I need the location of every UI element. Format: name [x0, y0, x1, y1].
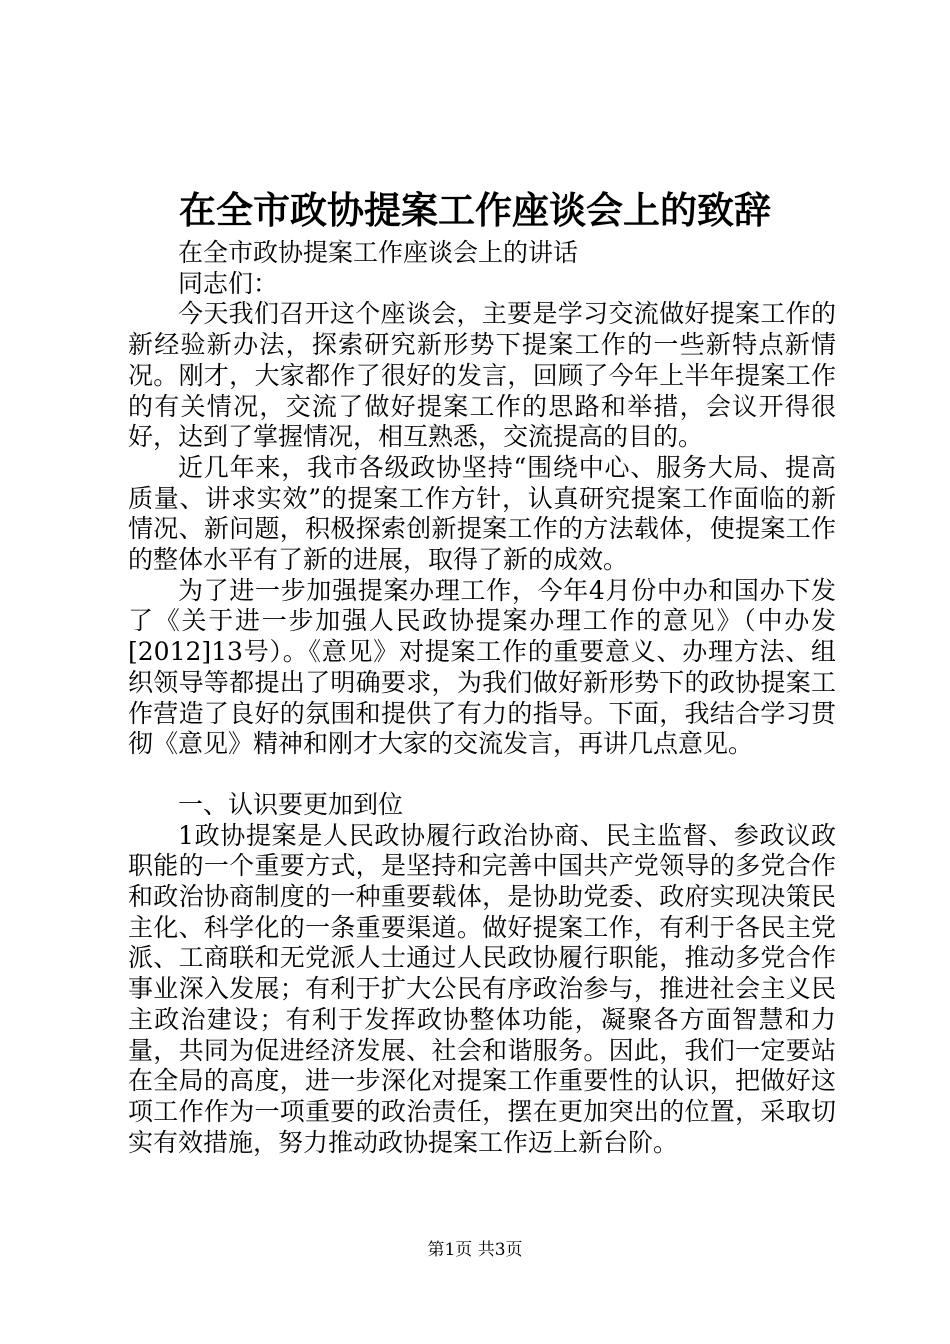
section-paragraph-1: 1政协提案是人民政协履行政治协商、民主监督、参政议政职能的一个重要方式，是坚持和完善中国共产党领导的多党合作和政治协商制度的一种重要载体，是协助党委、政府实现决策民主化、科学化的一条重要渠道。做好提案工作，有利于各民主党派、工商联和无党派人士通过人民政协履行职能，推动多党合作事业深入发展；有利于扩大公民有序政治参与，推进社会主义民主政治建设；有利于发挥政协整体功能，凝聚各方面智慧和力量，共同为促进经济发展、社会和谐服务。因此，我们一定要站在全局的高度，进一步深化对提案工作重要性的认识，把做好这项工作作为一项重要的政治责任，摆在更加突出的位置，采取切实有效措施，努力推动政协提案工作迈上新台阶。	[128, 820, 836, 1157]
salutation: 同志们：	[178, 268, 279, 298]
document-title: 在全市政协提案工作座谈会上的致辞	[179, 188, 771, 232]
page-indicator: 第1页 共3页	[427, 1240, 523, 1260]
paragraph-spacer	[128, 760, 836, 790]
document-body	[128, 238, 836, 1158]
document-subtitle: 在全市政协提案工作座谈会上的讲话	[178, 238, 579, 267]
paragraph-2: 近几年来，我市各级政协坚持“围绕中心、服务大局、提高质量、讲求实效”的提案工作方针，认真研究提案工作面临的新情况、新问题，积极探索创新提案工作的方法载体，使提案工作的整体水平有了新的进展，取得了新的成效。	[128, 452, 836, 575]
section-heading: 一、认识要更加到位	[178, 789, 404, 819]
paragraph-3: 为了进一步加强提案办理工作，今年4月份中办和国办下发了《关于进一步加强人民政协提案办理工作的意见》（中办发[2012]13号）。《意见》对提案工作的重要意义、办理方法、组织领导等都提出了明确要求，为我们做好新形势下的政协提案工作营造了良好的氛围和提供了有力的指导。下面，我结合学习贯彻《意见》精神和刚才大家的交流发言，再讲几点意见。	[128, 575, 836, 759]
paragraph-1: 今天我们召开这个座谈会，主要是学习交流做好提案工作的新经验新办法，探索研究新形势下提案工作的一些新特点新情况。刚才，大家都作了很好的发言，回顾了今年上半年提案工作的有关情况，交流了做好提案工作的思路和举措，会议开得很好，达到了掌握情况，相互熟悉，交流提高的目的。	[128, 299, 836, 452]
